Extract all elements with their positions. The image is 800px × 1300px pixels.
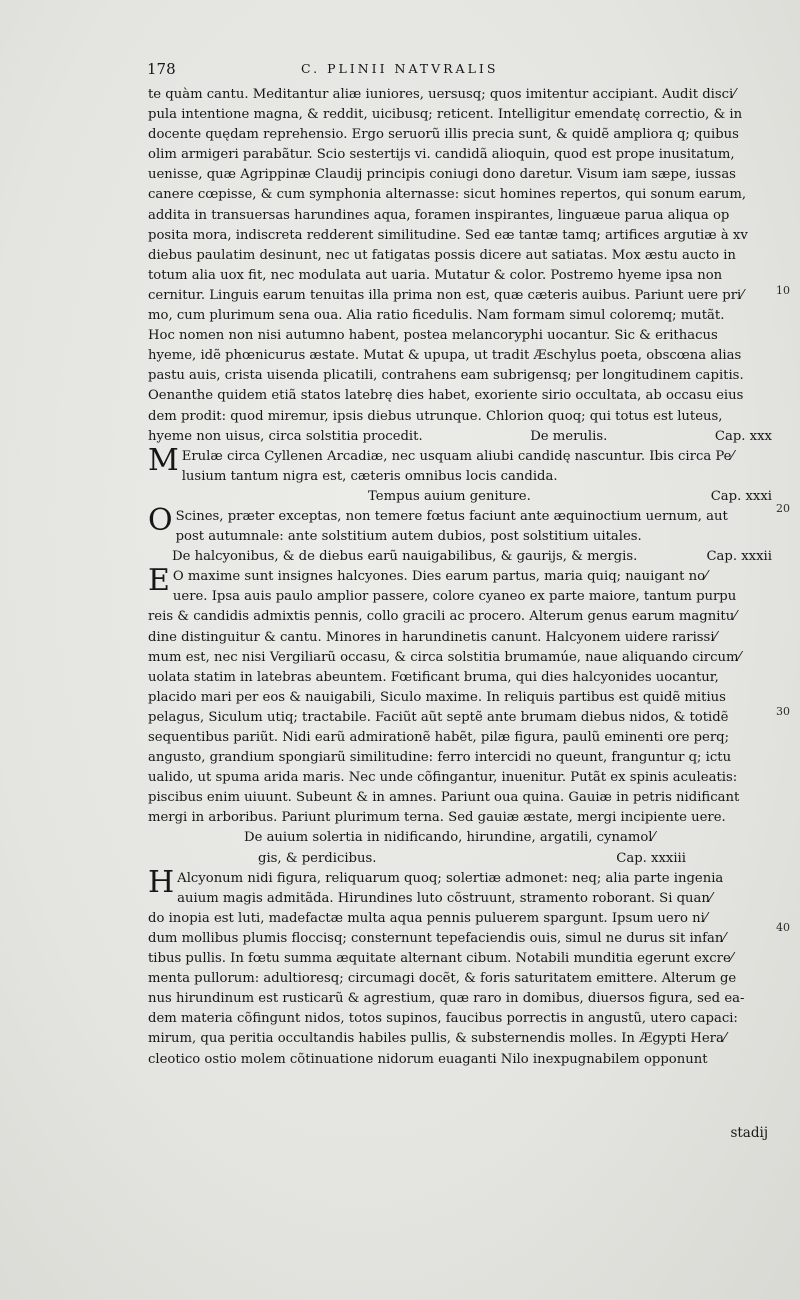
text-line: do inopia est luti, madefactæ multa aqua pennis puluerem spargunt. Ipsum uero ni⁄ — [148, 910, 708, 926]
drop-initial: H — [148, 864, 175, 900]
drop-initial: M — [148, 442, 179, 478]
text-line: menta pullorum: adultioresq; circumagi docẽt, & foris saturitatem emittere. Alterum ge — [148, 971, 737, 987]
chapter-heading-xxxiii — [148, 849, 776, 869]
text-line: uenisse, quæ Agrippinæ Claudij principis coniugi dono daretur. Visum iam sæpe, iussas — [148, 167, 736, 183]
text-line: addita in transuersas harundines aqua, foramen inspirantes, linguæue parua aliqua op — [148, 207, 730, 223]
chapter-heading-xxx — [148, 427, 776, 447]
paragraph-oscines — [148, 502, 776, 547]
chapter-heading-xxxiii-line1: De auium solertia in nidificando, hirundine, argatili, cynamol⁄ — [244, 830, 655, 846]
text-line: canere cœpisse, & cum symphonia alternasse: sicut homines repertos, qui sonum earum, — [148, 187, 747, 203]
text-line: dine distinguitur & cantu. Minores in harundinetis canunt. Halcyonem uidere rarissi⁄ — [148, 629, 717, 645]
text-line: Scines, præter exceptas, non temere fœtus faciunt ante æquinoctium uernum, aut — [175, 508, 728, 524]
text-line: olim armigeri parabãtur. Scio sestertijs vi. candidã alioquin, quod est prope inusitatum, — [148, 147, 735, 163]
text-line: pula intentione magna, & reddit, uicibusq; reticent. Intelligitur emendatę correctio, & in — [148, 107, 743, 123]
paragraph-halcyones — [148, 563, 776, 828]
text-line: piscibus enim uiuunt. Subeunt & in amnes. Pariunt oua quina. Gauiæ in petris nidificant — [148, 790, 740, 806]
text-line: mum est, nec nisi Vergiliarũ occasu, & circa solstitia brumamúe, naue aliquando circum⁄ — [148, 649, 741, 665]
text-line: Alcyonum nidi figura, reliquarum quoq; solertiæ admonet: neq; alia parte ingenia — [177, 870, 724, 886]
text-line: mirum, qua peritia occultandis habiles pullis, & substernendis molles. In Ægypti Hera⁄ — [148, 1031, 727, 1047]
drop-initial: E — [148, 563, 170, 599]
text-line: post autumnale: ante solstitium autem dubios, post solstitium uitales. — [175, 529, 642, 545]
text-line: uolata statim in latebras abeuntem. Fœtificant bruma, qui dies halcyonides uocantur, — [148, 669, 719, 685]
folio-number: 178 — [147, 60, 176, 78]
text-line: angusto, grandium spongiarũ similitudine: ferro intercidi no queunt, franguntur q; ictu — [148, 750, 732, 766]
text-line: reis & candidis admixtis pennis, collo gracili ac procero. Alterum genus earum magnitu⁄ — [148, 609, 737, 625]
text-line: Oenanthe quidem etiã statos latebrę dies habet, exoriente sirio occultata, ab occasu eius — [148, 388, 744, 404]
chapter-heading-xxxii — [148, 547, 776, 567]
drop-initial: O — [148, 502, 173, 538]
text-line: mergi in arboribus. Pariunt plurimum terna. Sed gauiæ æstate, mergi incipiente uere. — [148, 810, 726, 826]
text-line: hyeme, idẽ phœnicurus æstate. Mutat & upupa, ut tradit Æschylus poeta, obscœna alias — [148, 348, 742, 364]
chapter-number: Cap. xxxii — [706, 549, 772, 565]
chapter-number: Cap. xxx — [714, 428, 772, 444]
text-line: nus hirundinum est rusticarũ & agrestium, quæ raro in domibus, diuersos figura, sed ea- — [148, 991, 745, 1007]
text-line: mo, cum plurimum sena oua. Alia ratio ficedulis. Nam formam simul coloremq; mutãt. — [148, 308, 725, 324]
text-line: O maxime sunt insignes halcyones. Dies earum partus, maria quiq; nauigant no⁄ — [172, 569, 708, 585]
text-line: cernitur. Linguis earum tenuitas illa prima non est, quæ cæteris auibus. Pariunt uere pri⁄ — [148, 287, 744, 303]
running-head: C. PLINII NATVRALIS — [301, 61, 499, 76]
text-line: tibus pullis. In fœtu summa æquitate alternant cibum. Notabili munditia egerunt excre⁄ — [148, 951, 733, 967]
text-line: dem materia cõfingunt nidos, totos supinos, faucibus porrectis in angustũ, utero capaci: — [148, 1011, 738, 1027]
chapter-number: Cap. xxxiii — [616, 850, 686, 866]
page-header — [147, 60, 617, 84]
margin-line-number: 30 — [776, 705, 790, 718]
text-line: te quàm cantu. Meditantur aliæ iuniores, uersusq; quos imitentur accipiant. Audit disci⁄ — [148, 87, 736, 102]
margin-line-number: 40 — [776, 921, 790, 934]
text-line: placido mari per eos & nauigabili, Siculo maxime. In reliquis partibus est quidẽ mitius — [148, 689, 726, 705]
text-line: uere. Ipsa auis paulo amplior passere, colore cyaneo ex parte maiore, tantum purpu — [172, 589, 737, 605]
text-line: sequentibus pariũt. Nidi earũ admirationẽ habẽt, pilæ figura, paulũ eminenti ore perq; — [148, 730, 730, 745]
text-line: totum alia uox fit, nec modulata aut uaria. Mutatur & color. Postremo hyeme ipsa non — [148, 267, 723, 283]
chapter-number: Cap. xxxi — [710, 488, 772, 504]
chapter-heading-xxxi — [148, 487, 776, 507]
text-line: pastu auis, crista uisenda plicatili, contrahens eam subrigensq; per longitudinem capitis. — [148, 368, 744, 384]
heading-lead-text: hyeme non uisus, circa solstitia procedit. — [148, 428, 423, 444]
heading-title: gis, & perdicibus. — [258, 850, 377, 866]
text-line: posita mora, indiscreta redderent similitudine. Sed eæ tantæ tamq; artifices argutiæ à xv — [148, 227, 748, 243]
text-line: docente quędam reprehensio. Ergo seruorũ illis precia sunt, & quidẽ ampliora q; quibus — [148, 127, 739, 143]
text-line: auium magis admitãda. Hirundines luto cõstruunt, stramento roborant. Si quan⁄ — [177, 890, 713, 906]
text-line: cleotico ostio molem cõtinuatione nidorum euaganti Nilo inexpugnabilem opponunt — [148, 1051, 708, 1067]
heading-title: De merulis. — [530, 428, 608, 444]
margin-line-number: 20 — [776, 502, 790, 515]
paragraph-hirundines — [148, 864, 776, 1070]
main-text-block — [148, 85, 776, 1070]
margin-line-number: 10 — [776, 284, 790, 297]
text-line: Erulæ circa Cyllenen Arcadiæ, nec usquam aliubi candidę nascuntur. Ibis circa Pe⁄ — [181, 448, 734, 464]
text-line: pelagus, Siculum utiq; tractabile. Faciũt aũt septẽ ante brumam diebus nidos, & totidẽ — [148, 709, 729, 725]
heading-title: De halcyonibus, & de diebus earũ nauigabilibus, & gaurijs, & mergis. — [172, 549, 638, 565]
text-line: dem prodit: quod miremur, ipsis diebus utrunque. Chlorion quoq; qui totus est luteus, — [148, 408, 723, 424]
text-line: lusium tantum nigra est, cæteris omnibus locis candida. — [181, 468, 558, 484]
text-line: ualido, ut spuma arida maris. Nec unde cõfingantur, inuenitur. Putãt ex spinis aculeatis: — [148, 770, 738, 786]
paragraph-merulae — [148, 442, 776, 487]
text-line: dum mollibus plumis floccisq; consternunt tepefaciendis ouis, simul ne durus sit infan⁄ — [148, 930, 726, 946]
catchword: stadij — [730, 1125, 768, 1141]
heading-title: Tempus auium geniture. — [368, 488, 531, 504]
text-line: Hoc nomen non nisi autumno habent, postea melancoryphi uocantur. Sic & erithacus — [148, 328, 718, 344]
text-line: diebus paulatim desinunt, nec ut fatigatas possis dicere aut satiatas. Mox æstu aucto in — [148, 247, 736, 263]
